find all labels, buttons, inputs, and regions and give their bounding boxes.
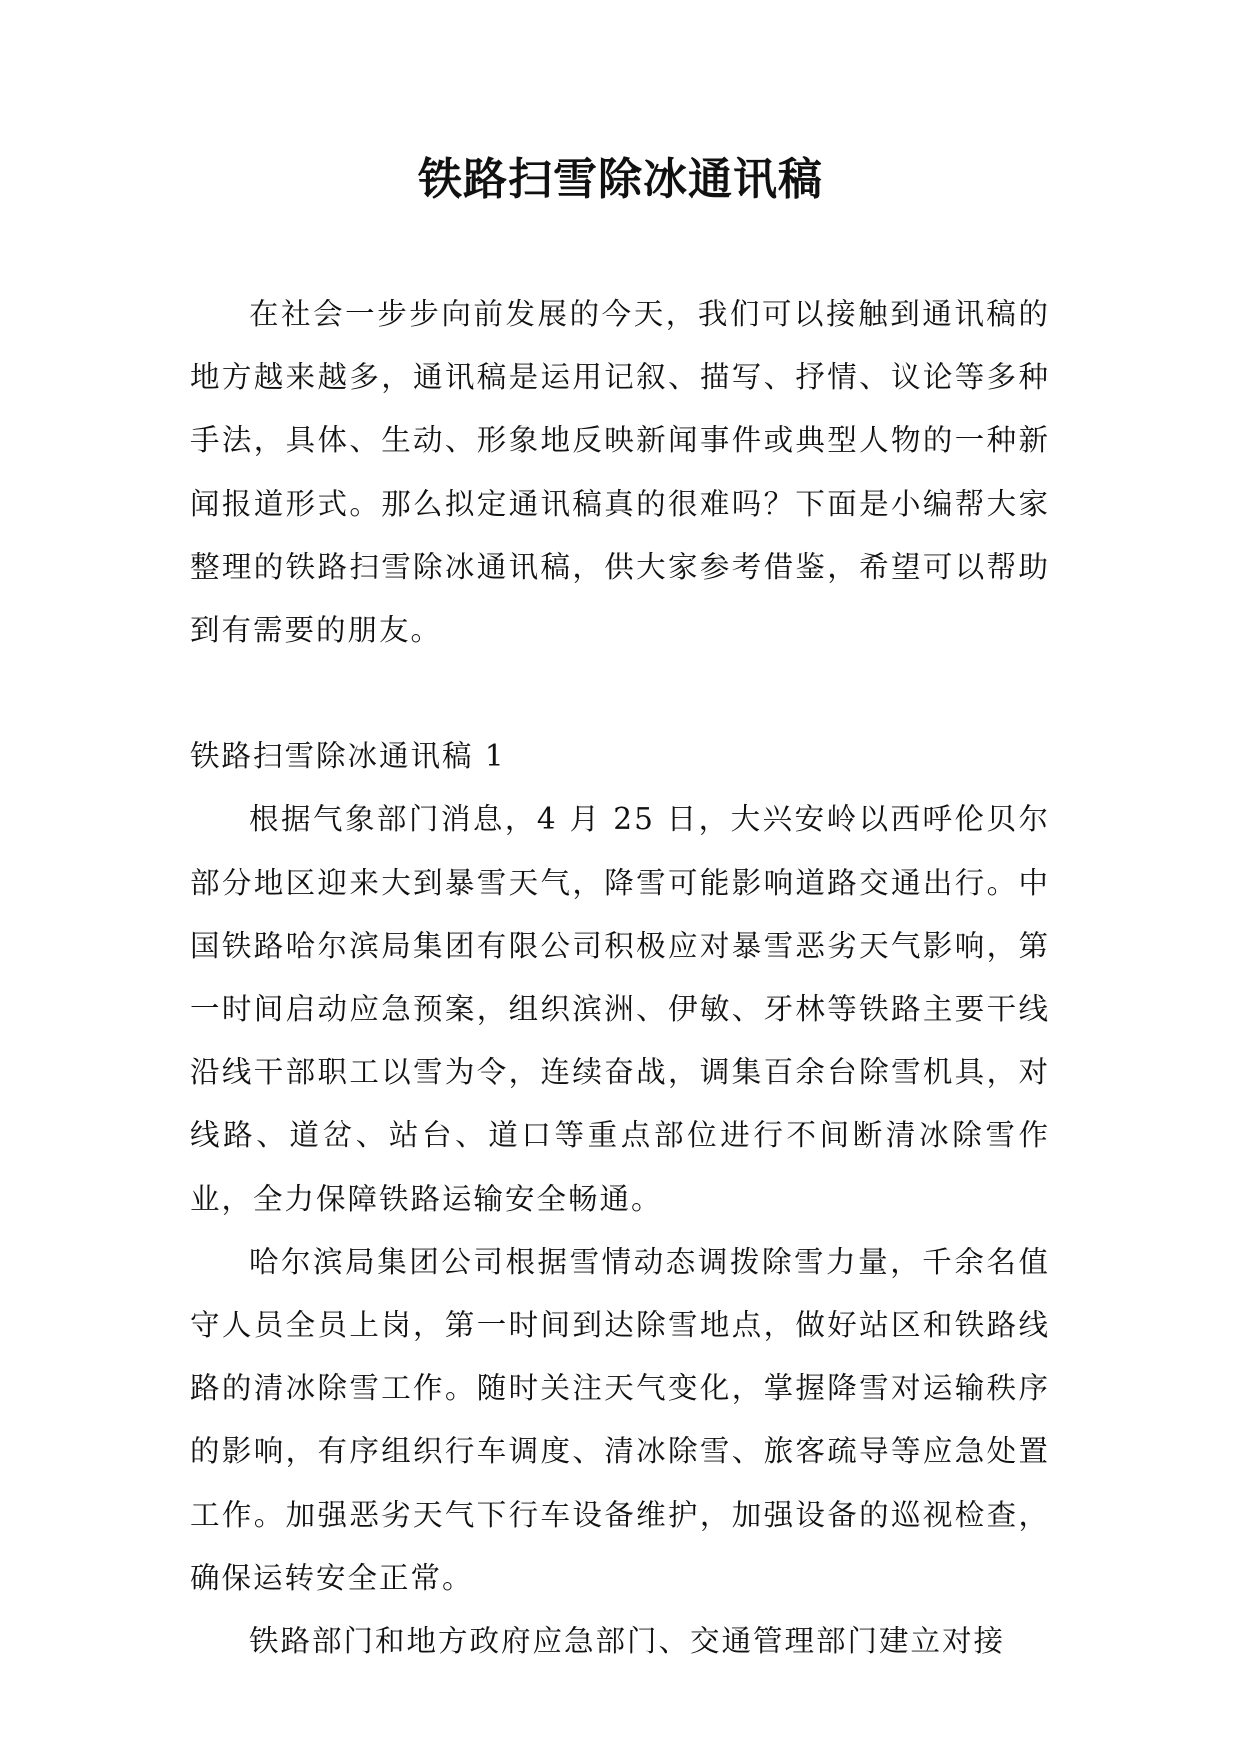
intro-paragraph: 在社会一步步向前发展的今天，我们可以接触到通讯稿的地方越来越多，通讯稿是运用记叙、描写、抒情、议论等多种手法，具体、生动、形象地反映新闻事件或典型人物的一种新闻报道形式。那么拟定通讯稿真的很难吗？下面是小编帮大家整理的铁路扫雪除冰通讯稿，供大家参考借鉴，希望可以帮助到有需要的朋友。 xyxy=(190,297,1050,648)
section-heading: 铁路扫雪除冰通讯稿 1 xyxy=(190,739,506,774)
body-paragraph-3: 铁路部门和地方政府应急部门、交通管理部门建立对接 xyxy=(249,1624,1006,1659)
body-paragraph-1: 根据气象部门消息，4 月 25 日，大兴安岭以西呼伦贝尔部分地区迎来大到暴雪天气，降雪可能影响道路交通出行。中国铁路哈尔滨局集团有限公司积极应对暴雪恶劣天气影响，第一时间启动应急预案，组织滨洲、伊敏、牙林等铁路主要干线沿线干部职工以雪为令，连续奋战，调集百余台除雪机具，对线路、道岔、站台、道口等重点部位进行不间断清冰除雪作业，全力保障铁路运输安全畅通。 xyxy=(190,802,1050,1216)
body-paragraph-2: 哈尔滨局集团公司根据雪情动态调拨除雪力量，千余名值守人员全员上岗，第一时间到达除雪地点，做好站区和铁路线路的清冰除雪工作。随时关注天气变化，掌握降雪对运输秩序的影响，有序组织行车调度、清冰除雪、旅客疏导等应急处置工作。加强恶劣天气下行车设备维护，加强设备的巡视检查，确保运转安全正常。 xyxy=(190,1244,1050,1595)
paragraph-spacer xyxy=(190,662,1050,725)
document-body xyxy=(190,283,1050,1673)
document-title: 铁路扫雪除冰通讯稿 xyxy=(418,154,823,205)
